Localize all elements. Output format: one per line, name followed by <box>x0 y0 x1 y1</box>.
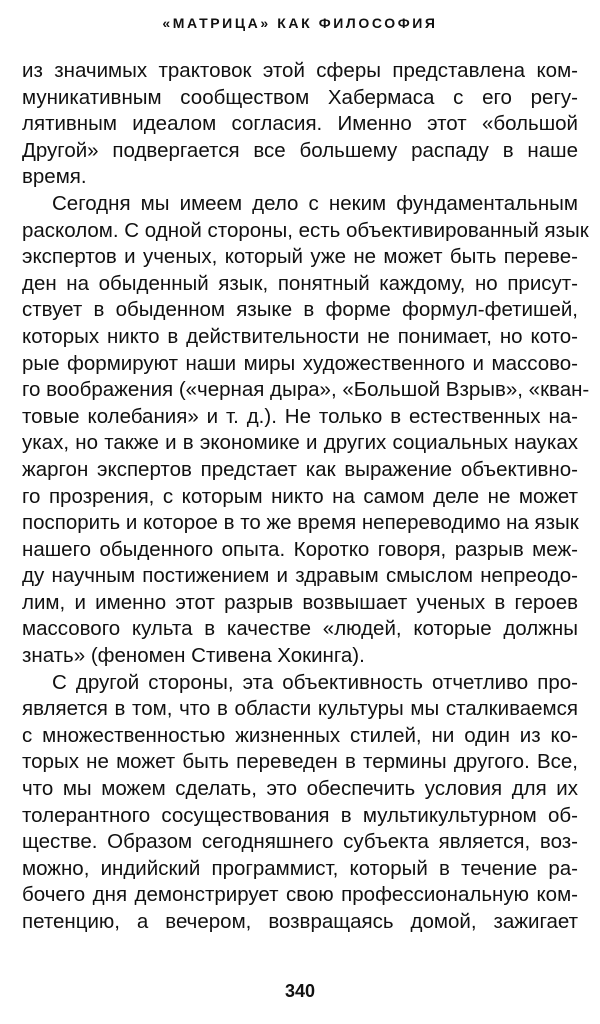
text-line: является в том, что в области культуры мы сталкиваемся <box>22 697 578 721</box>
text-line: торых не может быть переведен в термины другого. Все, <box>22 750 578 774</box>
text-line: экспертов и ученых, который уже не может быть переве- <box>22 245 578 269</box>
text-line: лим, и именно этот разрыв возвышает ученых в героев <box>22 590 578 614</box>
text-line: толерантного сосуществования в мультикультурном об- <box>22 803 578 827</box>
text-line: го воображения («черная дыра», «Большой Взрыв», «кван- <box>22 378 590 402</box>
text-line: го прозрения, с которым никто на самом деле не может <box>22 484 578 508</box>
text-line: время. <box>22 165 87 189</box>
text-line: С другой стороны, эта объективность отчетливо про- <box>52 670 578 694</box>
text-line: можно, индийский программист, который в течение ра- <box>22 856 578 880</box>
running-header: «МАТРИЦА» КАК ФИЛОСОФИЯ <box>162 15 438 31</box>
text-line: товые колебания» и т. д.). Не только в естественных на- <box>22 404 578 428</box>
text-line: ствует в обыденном языке в форме формул-фетишей, <box>22 298 578 322</box>
text-line: с множественностью жизненных стилей, ни один из ко- <box>22 723 578 747</box>
text-line: поспорить и которое в то же время непереводимо на язык <box>22 511 579 535</box>
text-line: массового культа в качестве «людей, которые должны <box>22 617 578 641</box>
paragraph <box>22 670 578 936</box>
text-line: что мы можем сделать, это обеспечить условия для их <box>22 777 578 801</box>
text-line: Другой» подвергается все большему распаду в наше <box>22 138 578 162</box>
text-line: жаргон экспертов предстает как выражение объективно- <box>22 457 578 481</box>
text-line: бочего дня демонстрирует свою профессиональную ком- <box>22 883 578 907</box>
text-line: рые формируют наши миры художественного и массово- <box>22 351 578 375</box>
text-line: знать» (феномен Стивена Хокинга). <box>22 644 365 668</box>
text-line: которых никто в действительности не понимает, но кото- <box>22 324 578 348</box>
text-line: из значимых трактовок этой сферы представлена ком- <box>22 59 578 82</box>
text-line: ду научным постижением и здравым смыслом непреодо- <box>22 564 578 588</box>
text-line: расколом. С одной стороны, есть объективированный язык <box>22 218 589 242</box>
paragraph <box>22 58 578 191</box>
text-line: Сегодня мы имеем дело с неким фундаментальным <box>52 191 578 215</box>
text-line: уках, но также и в экономике и других социальных науках <box>22 431 578 455</box>
text-line: ществе. Образом сегодняшнего субъекта является, воз- <box>22 830 578 854</box>
paragraph <box>22 191 590 670</box>
text-line: муникативным сообществом Хабермаса с его регу- <box>22 85 578 109</box>
text-line: лятивным идеалом согласия. Именно этот «большой <box>22 112 578 136</box>
body-text <box>22 58 590 936</box>
text-line: ден на обыденный язык, понятный каждому, но присут- <box>22 271 578 295</box>
text-line: нашего обыденного опыта. Коротко говоря, разрыв меж- <box>22 537 578 561</box>
page-number: 340 <box>284 981 316 1001</box>
text-line: петенцию, а вечером, возвращаясь домой, зажигает <box>22 910 578 933</box>
